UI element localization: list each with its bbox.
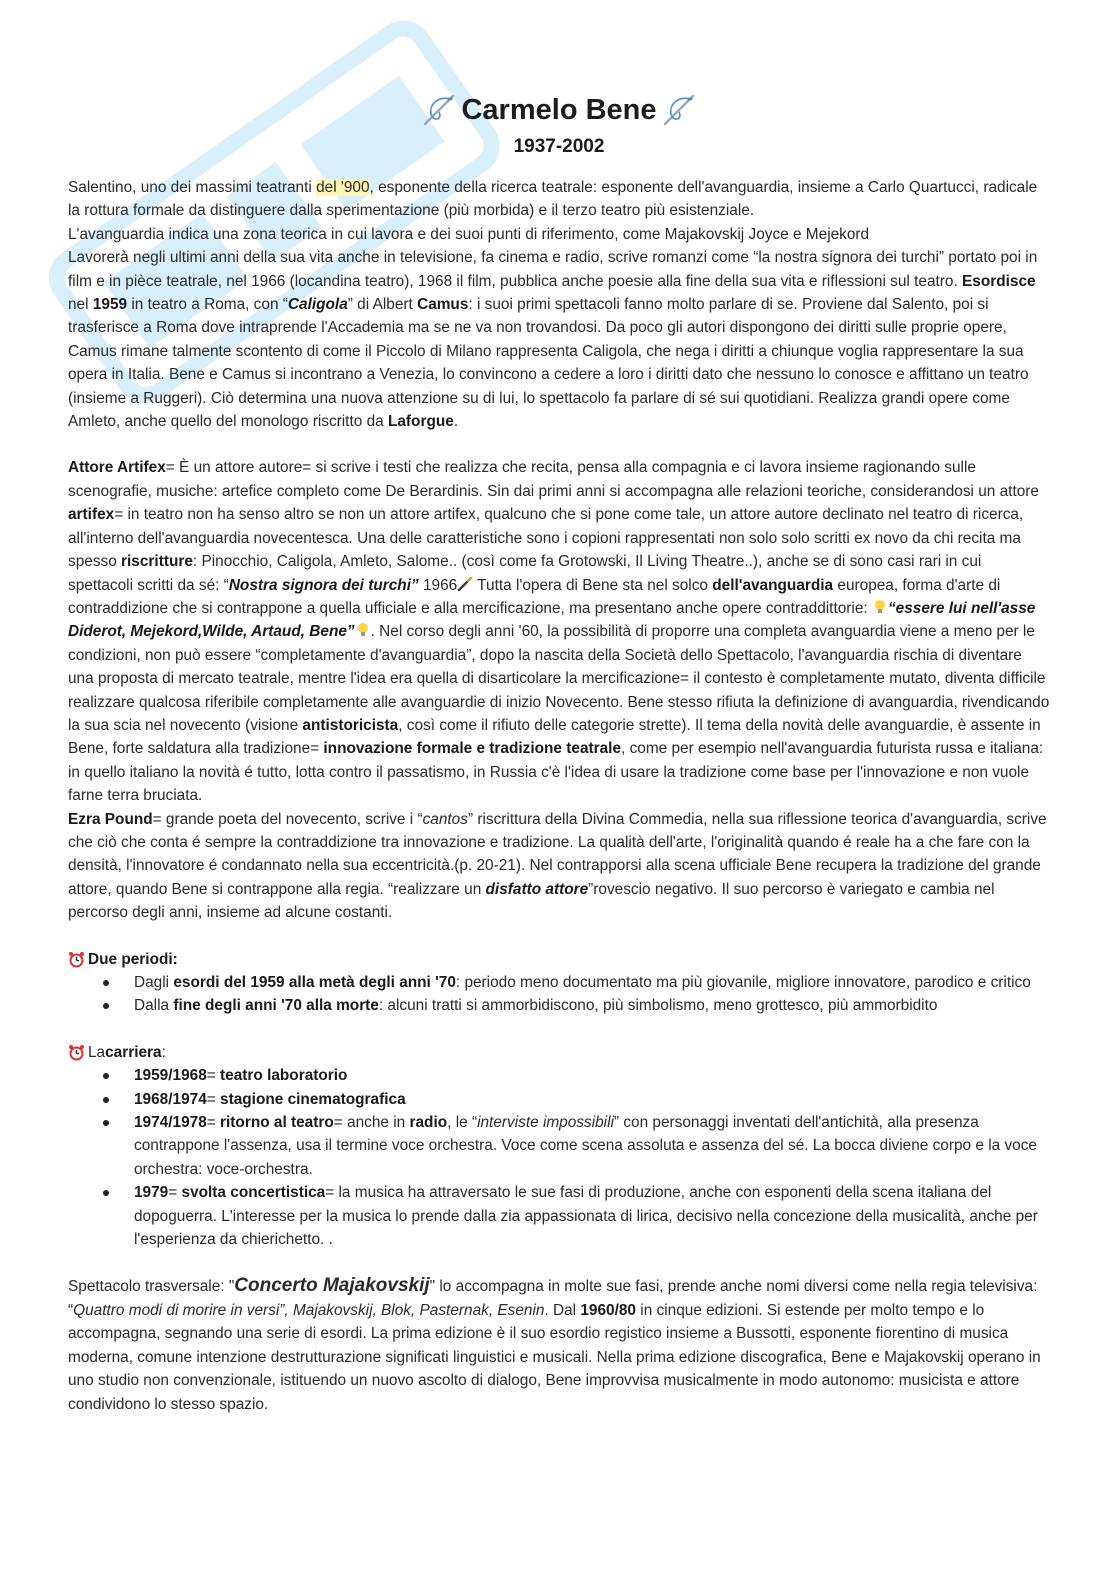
sewing-needle-icon <box>419 90 459 130</box>
list-item: Dagli esordi del 1959 alla metà degli anni '70: periodo meno documentato ma più giovanile, migliore innovatore, parodico e critico <box>134 971 1050 994</box>
intro-paragraph-1: Salentino, uno dei massimi teatranti del '900, esponente della ricerca teatrale: esponente dell'avanguardia, insieme a Carlo Quartucci, radicale la rottura formale da distinguere dalla sperimentazione (più morbida) e il terzo teatro più esistenziale. <box>68 179 1038 220</box>
periods-heading: Due periodi: <box>68 948 1050 971</box>
list-item: 1968/1974= stagione cinematografica <box>134 1088 1050 1111</box>
pound-paragraph: Ezra Pound= grande poeta del novecento, scrive i “cantos” riscrittura della Divina Commedia, nella sua riflessione teorica d'avanguardia, scrive che ciò che conta é sempre la contraddizione tra innovazione e tradizione. La qualità dell'arte, l'originalità quando é reale ha a che fare con la densità, l'innovatore é condannato nella sua eccentricità.(p. 20-21). Nel contrapporsi alla scena ufficiale Bene recupera la tradizione del grande attore, quando Bene si contrappone alla regia. “realizzare un disfatto attore”rovescio negativo. Il suo percorso è variegato e cambia nel percorso degli anni, insieme ad alcune costanti. <box>68 810 1047 922</box>
fountain-pen-icon <box>457 576 473 592</box>
sewing-needle-icon <box>659 90 699 130</box>
intro-paragraph-3: Lavorerà negli ultimi anni della sua vita anche in televisione, fa cinema e radio, scrive romanzi come “la nostra signora dei turchi” portato poi in film e in pièce teatrale, nel 1966 (locandina teatro), 1968 il film, pubblica anche poesie alla fine della sua vita e riflessioni sul teatro. Esordisce nel 1959 in teatro a Roma, con “Caligola” di Albert Camus: i suoi primi spettacoli fanno molto parlare di se. Proviene dal Salento, poi si trasferisce a Roma dove intraprende l'Accademia ma se ne va non trovandosi. Da poco gli autori dispongono dei diritti sulle proprie opere, Camus rimane talmente scontento di come il Piccolo di Milano rappresenta Caligola, che nega i diritti a chiunque voglia rappresentare la sua opera in Italia. Bene e Camus si incontrano a Venezia, lo convincono a cedere a loro i diritti dato che nessuno lo conosce e affittano un teatro (insieme a Ruggeri). Ciò determina una nuova attenzione su di lui, lo spettacolo fa parlare di sé sui quotidiani. Realizza grandi opere come Amleto, anche quello del monologo riscritto da Laforgue. <box>68 249 1038 431</box>
periods-list <box>68 971 1050 1018</box>
list-item: 1959/1968= teatro laboratorio <box>134 1064 1050 1087</box>
intro-paragraph-2: L'avanguardia indica una zona teorica in cui lavora e dei suoi punti di riferimento, come Majakovskij Joyce e Mejekord <box>68 225 870 243</box>
list-item: 1974/1978= ritorno al teatro= anche in radio, le “interviste impossibili” con personaggi inventati dell'antichità, alla presenza contrappone l'assenza, usa il termine voce orchestra. Voce come scena assoluta e assenza del sé. La bocca diviene corpo e la voce orchestra: voce-orchestra. <box>134 1111 1050 1181</box>
list-item: Dalla fine degli anni '70 alla morte: alcuni tratti si ammorbidiscono, più simbolismo, meno grottesco, più ammorbidito <box>134 994 1050 1017</box>
light-bulb-icon <box>872 599 888 615</box>
career-heading: La carriera : <box>68 1041 1050 1064</box>
alarm-clock-icon <box>68 951 85 968</box>
page-title <box>68 90 1050 130</box>
artifex-paragraph: Attore Artifex= È un attore autore= si scrive i testi che realizza che recita, pensa alla compagnia e ci lavora insieme ragionando sulle scenografie, musiche: artefice completo come De Berardinis. Sin dai primi anni si accompagna alle relazioni teoriche, considerandosi un attore artifex= in teatro non ha senso altro se non un attore artifex, qualcuno che si pone come tale, un attore autore declinato nel teatro di ricerca, all'interno dell'avanguardia novecentesca. Una delle caratteristiche sono i copioni rappresentati non solo solo scritti ex novo da chi recita ma spesso riscritture: Pinocchio, Caligola, Amleto, Salome.. (così come fa Grotowski, Il Living Theatre..), anche se di sono casi rari in cui spettacoli scritti da sé: “Nostra signora dei turchi” 1966 Tutta l'opera di Bene sta nel solco dell'avanguardia europea, forma d'arte di contraddizione che si contrappone a quella ufficiale e alla mercificazione, ma presentano anche opere contraddittorie: “essere lui nell'asse Diderot, Mejekord,Wilde, Artaud, Bene” . Nel corso degli anni '60, la possibilità di proporre una completa avanguardia viene a meno per le condizioni, non può essere “completamente d'avanguardia”, dopo la nascita della Società dello Spettacolo, l'avanguardia rischia di diventare una proposta di mercato teatrale, mentre l'idea era quella di disarticolare la mercificazione= il contesto è completamente mutato, diventa difficile realizzare qualcosa riferibile completamente alle avanguardie di inizio Novecento. Bene stesso rifiuta la definizione di avanguardia, rivendicando la sua scia nel novecento (visione antistoricista, così come il rifiuto delle categorie strette). Il tema della novità delle avanguardie, è assente in Bene, forte saldatura alla tradizione= innovazione formale e tradizione teatrale, come per esempio nell'avanguardia futurista russa e italiana: in quello italiano la novità é tutto, lotta contro il passatismo, in Russia c'è l'idea di usare la tradizione come base per l'innovazione e non vuole farne terra bruciata. <box>68 459 1050 805</box>
title-text: Carmelo Bene <box>461 93 657 126</box>
list-item: 1979= svolta concertistica= la musica ha attraversato le sue fasi di produzione, anche con esponenti della scena italiana del dopoguerra. L'interesse per la musica lo prende dalla zia appassionata di lirica, decisivo nella concezione della musicalità, anche per l'esperienza da chierichetto. . <box>134 1181 1050 1251</box>
light-bulb-icon <box>355 622 371 638</box>
alarm-clock-icon <box>68 1044 85 1061</box>
page-subtitle-years: 1937-2002 <box>513 136 605 157</box>
career-list <box>68 1064 1050 1251</box>
concerto-paragraph: Spettacolo trasversale: "Concerto Majakovskij" lo accompagna in molte sue fasi, prende anche nomi diversi come nella regia televisiva: “Quattro modi di morire in versi”, Majakovskij, Blok, Pasternak, Esenin. Dal 1960/80 in cinque edizioni. Si estende per molto tempo e lo accompagna, segnando una serie di esordi. La prima edizione è il suo esordio registico insieme a Bussotti, esponente fiorentino di musica moderna, comune intenzione destrutturazione significati linguistici e musicali. Nella prima edizione discografica, Bene e Majakovskij operano in uno studio non convenzionale, istituendo un nuovo ascolto di dialogo, Bene improvvisa musicalmente in modo autonomo: musicista e attore condividono lo stesso spazio. <box>68 1275 1041 1413</box>
